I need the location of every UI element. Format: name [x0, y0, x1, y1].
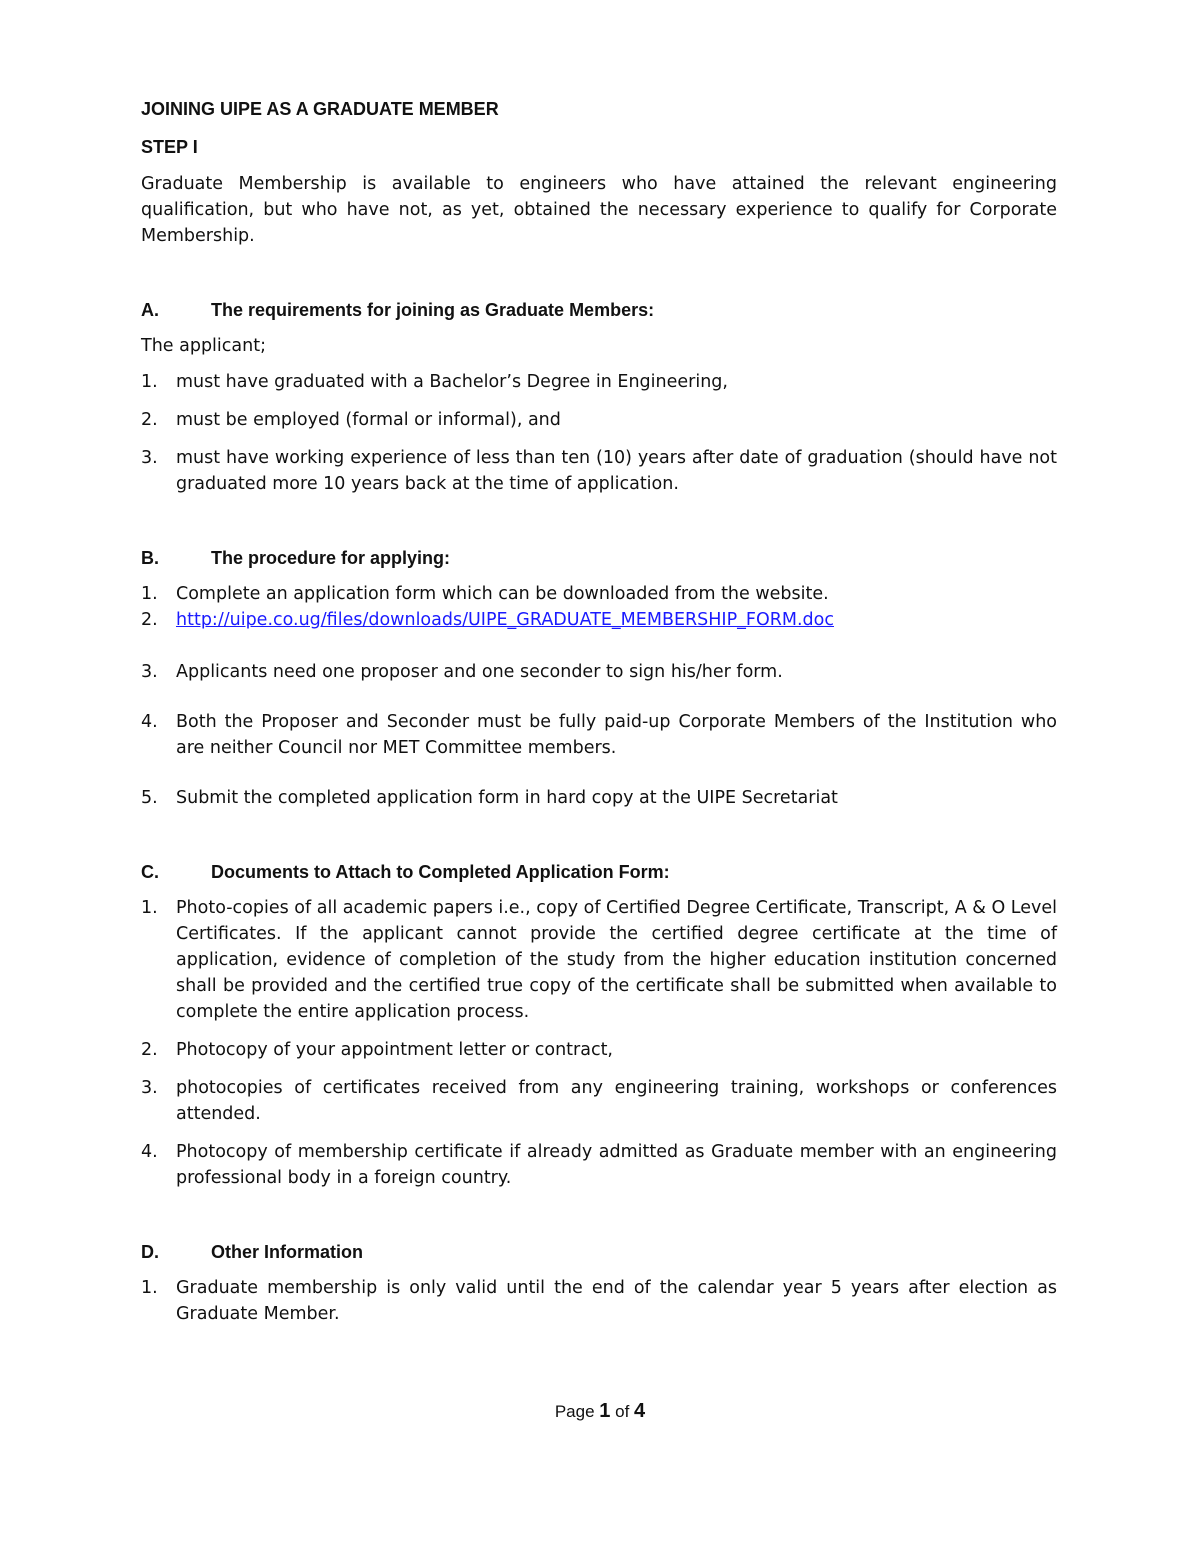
list-text: Photo-copies of all academic papers i.e., copy of Certified Degree Certificate, Transcript, A & O Level Certificates. If the applicant cannot provide the certified degree certificate at the time of application, evidence of completion of the study from the higher education institution concerned shall be provided and the certified true copy of the certificate shall be submitted when available to complete the entire application process. [176, 898, 1057, 1022]
section-a-title: The requirements for joining as Graduate Members: [211, 300, 655, 320]
list-text: must have graduated with a Bachelor’s Degree in Engineering, [176, 372, 728, 392]
list-number: 2. [141, 610, 158, 630]
list-number: 1. [141, 584, 158, 604]
list-item [141, 785, 1057, 811]
list-item [141, 407, 1057, 433]
section-b-letter: B. [141, 548, 159, 568]
list-number: 2. [141, 410, 158, 430]
section-d-letter: D. [141, 1242, 159, 1262]
section-c-letter: C. [141, 862, 159, 882]
list-text: must be employed (formal or informal), and [176, 410, 561, 430]
list-number: 3. [141, 1078, 158, 1098]
section-a-intro: The applicant; [141, 336, 266, 356]
page-label: Page [554, 1402, 595, 1421]
list-number: 1. [141, 1278, 158, 1298]
section-a-letter: A. [141, 300, 159, 320]
section-b-title: The procedure for applying: [211, 548, 451, 568]
section-d-title: Other Information [211, 1242, 363, 1262]
list-text-link-wrap [176, 607, 1057, 633]
document-body [141, 96, 1057, 1339]
document-title: JOINING UIPE AS A GRADUATE MEMBER [141, 99, 499, 119]
section-a-heading [141, 297, 1057, 323]
section-d-heading [141, 1239, 1057, 1265]
of-label: of [615, 1402, 630, 1421]
list-item [141, 581, 1057, 607]
list-number: 3. [141, 448, 158, 468]
list-text: Photocopy of membership certificate if already admitted as Graduate member with an engineering professional body in a foreign country. [176, 1142, 1057, 1188]
list-number: 1. [141, 898, 158, 918]
list-item [141, 709, 1057, 761]
list-number: 1. [141, 372, 158, 392]
total-pages: 4 [634, 1400, 646, 1422]
list-item [141, 607, 1057, 633]
list-number: 4. [141, 712, 158, 732]
list-item [141, 445, 1057, 497]
form-download-link[interactable]: http://uipe.co.ug/files/downloads/UIPE_GRADUATE_MEMBERSHIP_FORM.doc [176, 610, 834, 630]
step-heading: STEP I [141, 137, 198, 157]
list-item [141, 1139, 1057, 1191]
list-text: Applicants need one proposer and one seconder to sign his/her form. [176, 662, 783, 682]
page-footer [0, 1400, 1200, 1423]
list-item [141, 1275, 1057, 1327]
intro-paragraph: Graduate Membership is available to engineers who have attained the relevant engineering qualification, but who have not, as yet, obtained the necessary experience to qualify for Corporate Membership. [141, 174, 1057, 246]
list-item [141, 659, 1057, 685]
list-text: Complete an application form which can be downloaded from the website. [176, 584, 829, 604]
section-c-heading [141, 859, 1057, 885]
section-b-heading [141, 545, 1057, 571]
list-text: Photocopy of your appointment letter or contract, [176, 1040, 613, 1060]
list-text: Graduate membership is only valid until the end of the calendar year 5 years after election as Graduate Member. [176, 1278, 1057, 1324]
list-number: 2. [141, 1040, 158, 1060]
list-text: Both the Proposer and Seconder must be fully paid-up Corporate Members of the Institution who are neither Council nor MET Committee members. [176, 712, 1057, 758]
list-item [141, 1075, 1057, 1127]
list-text: photocopies of certificates received from any engineering training, workshops or conferences attended. [176, 1078, 1057, 1124]
page-number: 1 [599, 1400, 611, 1422]
list-number: 4. [141, 1142, 158, 1162]
list-number: 5. [141, 788, 158, 808]
list-item [141, 895, 1057, 1025]
list-number: 3. [141, 662, 158, 682]
list-item [141, 369, 1057, 395]
list-text: must have working experience of less than ten (10) years after date of graduation (should have not graduated more 10 years back at the time of application. [176, 448, 1057, 494]
list-item [141, 1037, 1057, 1063]
section-c-title: Documents to Attach to Completed Application Form: [211, 862, 670, 882]
list-text: Submit the completed application form in hard copy at the UIPE Secretariat [176, 788, 838, 808]
